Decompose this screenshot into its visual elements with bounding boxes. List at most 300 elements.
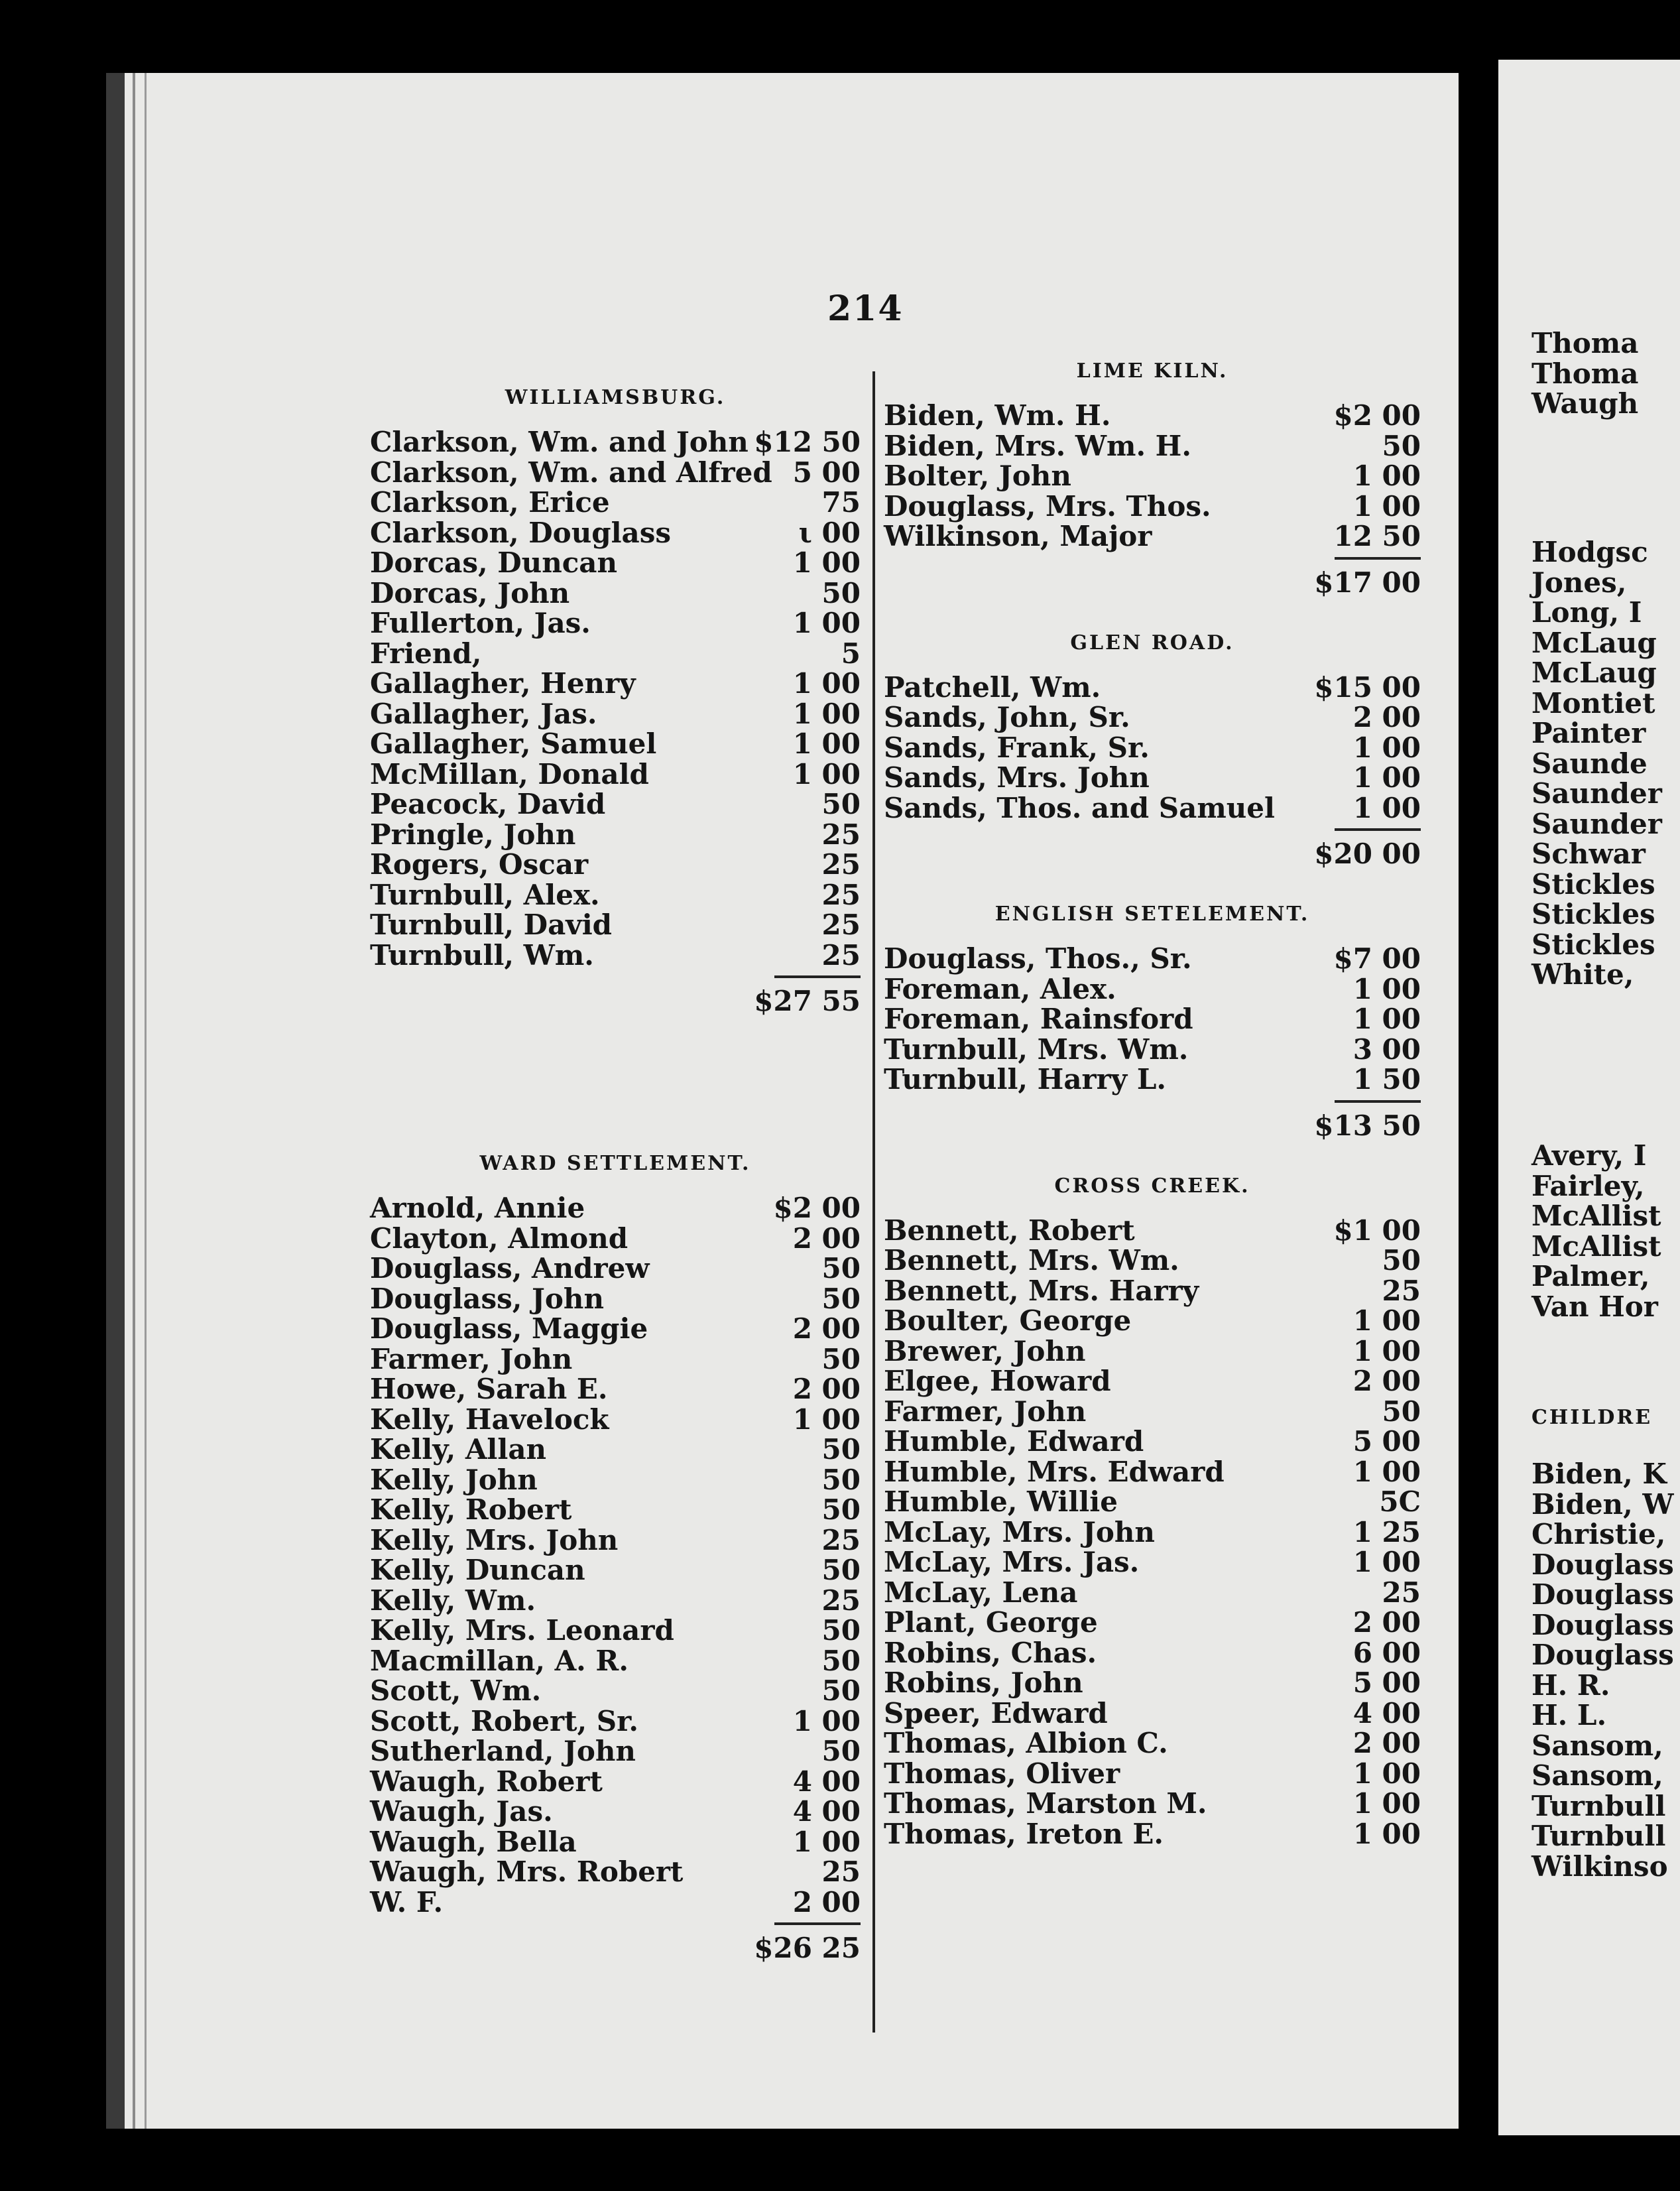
fragment-text: Turnbull <box>1531 1789 1666 1822</box>
entry-name: Turnbull, Wm. <box>370 938 594 971</box>
entry-row <box>370 1434 861 1465</box>
entry-name: McLay, Mrs. John <box>884 1515 1155 1548</box>
entry-row <box>370 1525 861 1556</box>
entry-name: Speer, Edward <box>884 1696 1108 1729</box>
entry-name: Kelly, Mrs. John <box>370 1523 619 1556</box>
entry-row <box>370 1405 861 1435</box>
spacer <box>884 871 1421 901</box>
entry-amount: 5C <box>1379 1485 1421 1518</box>
entry-name: Gallagher, Henry <box>370 667 636 700</box>
entry-row <box>370 820 861 850</box>
section-heading: GLEN ROAD. <box>1070 631 1234 655</box>
entry-row <box>370 1646 861 1676</box>
entry-name: Douglass, Thos., Sr. <box>884 942 1192 975</box>
entry-amount: 1 00 <box>1352 972 1421 1005</box>
entry-row <box>370 548 861 578</box>
entry-amount: 1 00 <box>792 607 861 639</box>
entry-list <box>884 672 1421 824</box>
section-ward-settlement <box>370 1151 861 1965</box>
entry-amount: 25 <box>1382 1274 1421 1307</box>
entry-name: Kelly, Wm. <box>370 1584 536 1617</box>
entry-name: Farmer, John <box>370 1342 573 1375</box>
entry-row <box>370 1344 861 1375</box>
spacer <box>884 599 1421 630</box>
fragment-text: Wilkinso <box>1531 1849 1668 1883</box>
entry-name: Douglass, Mrs. Thos. <box>884 489 1211 523</box>
entry-amount: $7 00 <box>1333 942 1421 975</box>
entry-amount: 25 <box>821 1855 861 1888</box>
entry-amount: 50 <box>821 1342 861 1375</box>
entry-amount: 50 <box>821 1644 861 1677</box>
entry-row <box>884 702 1421 733</box>
entry-row <box>884 944 1421 974</box>
entry-amount: 1 00 <box>1352 1455 1421 1488</box>
fragment-text: Douglass <box>1531 1548 1674 1581</box>
entry-amount: 1 00 <box>1352 1334 1421 1367</box>
entry-amount: ι 00 <box>798 516 861 549</box>
entry-amount: 1 25 <box>1352 1515 1421 1548</box>
fragment-text: Waugh <box>1531 387 1639 420</box>
entry-name: Gallagher, Samuel <box>370 727 657 760</box>
entry-row <box>884 733 1421 763</box>
entry-row <box>884 1728 1421 1759</box>
fragment-text: Sansom, <box>1531 1729 1663 1762</box>
fragment-text: Douglass <box>1531 1639 1674 1671</box>
entry-row <box>884 1004 1421 1034</box>
entry-name: Robins, John <box>884 1666 1083 1699</box>
fragment-text: Stickles <box>1531 898 1655 930</box>
section-glen-road <box>884 630 1421 871</box>
entry-name: Humble, Willie <box>884 1485 1118 1518</box>
entry-amount: $2 00 <box>773 1192 861 1224</box>
entry-amount: 50 <box>821 576 861 609</box>
entry-name: Gallagher, Jas. <box>370 697 597 730</box>
section-total: $13 50 <box>1314 1109 1421 1142</box>
entry-name: Brewer, John <box>884 1334 1086 1367</box>
entry-amount: 5 00 <box>1352 1666 1421 1699</box>
entry-amount: 50 <box>821 1674 861 1707</box>
entry-amount: 25 <box>821 938 861 971</box>
entry-amount: 1 00 <box>792 667 861 700</box>
entry-name: McLay, Lena <box>884 1576 1078 1609</box>
entry-name: Clarkson, Wm. and John <box>370 426 749 458</box>
entry-amount: 5 00 <box>792 456 861 489</box>
entry-name: Turnbull, David <box>370 908 613 941</box>
entry-name: Kelly, Mrs. Leonard <box>370 1614 674 1647</box>
entry-row <box>370 849 861 880</box>
entry-list <box>884 1216 1421 1849</box>
entry-row <box>370 1495 861 1525</box>
entry-amount: 2 00 <box>792 1373 861 1405</box>
entry-row <box>884 431 1421 462</box>
entry-amount: 4 00 <box>792 1765 861 1798</box>
entry-amount: 5 00 <box>1352 1425 1421 1458</box>
entry-name: Thomas, Marston M. <box>884 1787 1207 1820</box>
entry-name: Rogers, Oscar <box>370 848 589 881</box>
entry-row <box>370 1193 861 1223</box>
entry-name: Turnbull, Alex. <box>370 878 600 911</box>
entry-name: Robins, Chas. <box>884 1636 1097 1669</box>
fragment-text: Avery, I <box>1531 1139 1647 1172</box>
entry-row <box>370 608 861 639</box>
entry-amount: 25 <box>821 908 861 941</box>
entry-row <box>370 1284 861 1314</box>
fragment-text: McAllist <box>1531 1200 1661 1232</box>
entry-row <box>884 1607 1421 1638</box>
entry-amount: 1 00 <box>1352 791 1421 824</box>
total-rule <box>1335 828 1421 831</box>
entry-amount: 50 <box>821 788 861 820</box>
entry-name: Sutherland, John <box>370 1735 636 1767</box>
entry-name: McLay, Mrs. Jas. <box>884 1546 1140 1578</box>
fragment-text: McLaug <box>1531 657 1657 689</box>
entry-name: McMillan, Donald <box>370 757 649 790</box>
entry-name: Waugh, Mrs. Robert <box>370 1855 684 1888</box>
entry-name: Patchell, Wm. <box>884 670 1101 704</box>
entry-name: Wilkinson, Major <box>884 520 1152 552</box>
entry-amount: 1 50 <box>1352 1063 1421 1096</box>
entry-amount: 2 00 <box>1352 1606 1421 1639</box>
entry-amount: 25 <box>821 1584 861 1617</box>
entry-row <box>884 974 1421 1005</box>
fragment-text: Long, I <box>1531 596 1642 629</box>
fragment-text: Douglass <box>1531 1578 1674 1611</box>
entry-row <box>370 1676 861 1706</box>
entry-row <box>370 880 861 910</box>
entry-amount: 2 00 <box>792 1221 861 1255</box>
entry-amount: 1 00 <box>792 1403 861 1436</box>
section-english-settlement <box>884 901 1421 1143</box>
section-lime-kiln <box>884 358 1421 599</box>
entry-row <box>884 1306 1421 1336</box>
entry-amount: 2 00 <box>792 1885 861 1918</box>
entry-amount: 50 <box>1382 1395 1421 1428</box>
entry-name: Clarkson, Wm. and Alfred <box>370 456 772 489</box>
entry-row <box>884 1759 1421 1789</box>
section-heading: WARD SETTLEMENT. <box>479 1152 751 1175</box>
spacer <box>370 1018 861 1151</box>
entry-name: W. F. <box>370 1885 444 1918</box>
entry-name: Foreman, Rainsford <box>884 1003 1193 1035</box>
entry-amount: 25 <box>1382 1576 1421 1609</box>
entry-amount: 2 00 <box>1352 701 1421 733</box>
entry-row <box>884 1426 1421 1457</box>
entry-row <box>884 1547 1421 1578</box>
fragment-text: Thoma <box>1531 327 1639 359</box>
entry-row <box>370 729 861 759</box>
entry-amount: 4 00 <box>792 1795 861 1828</box>
entry-row <box>884 1397 1421 1427</box>
entry-amount: 25 <box>821 818 861 851</box>
entry-name: Waugh, Jas. <box>370 1795 553 1828</box>
fragment-text: Painter <box>1531 717 1646 749</box>
entry-row <box>370 940 861 971</box>
entry-row <box>370 1827 861 1857</box>
entry-amount: 2 00 <box>1352 1365 1421 1397</box>
section-total: $27 55 <box>754 985 861 1017</box>
entry-row <box>370 1253 861 1284</box>
entry-row <box>370 1615 861 1646</box>
entry-name: Humble, Mrs. Edward <box>884 1455 1225 1488</box>
entry-amount: $12 50 <box>754 426 861 458</box>
entry-row <box>370 1374 861 1405</box>
entry-amount: 4 00 <box>1352 1696 1421 1729</box>
entry-name: Dorcas, Duncan <box>370 546 618 579</box>
entry-name: Sands, Mrs. John <box>884 761 1150 794</box>
section-total: $26 25 <box>754 1932 861 1964</box>
entry-amount: 25 <box>821 878 861 911</box>
entry-row <box>370 1796 861 1827</box>
entry-name: Bennett, Mrs. Wm. <box>884 1244 1179 1277</box>
entry-amount: $1 00 <box>1333 1214 1421 1247</box>
entry-name: Fullerton, Jas. <box>370 607 591 639</box>
entry-name: Clarkson, Douglass <box>370 516 672 549</box>
section-total: $17 00 <box>1314 566 1421 599</box>
entry-name: Kelly, Havelock <box>370 1403 609 1436</box>
entry-row <box>370 1706 861 1737</box>
entry-name: Scott, Robert, Sr. <box>370 1704 638 1737</box>
entry-row <box>884 1819 1421 1849</box>
entry-name: Peacock, David <box>370 788 606 820</box>
entry-row <box>884 1457 1421 1487</box>
fragment-heading: CHILDRE <box>1531 1406 1653 1429</box>
entry-amount: 1 00 <box>1352 1003 1421 1035</box>
entry-row <box>884 1638 1421 1668</box>
entry-name: Waugh, Bella <box>370 1825 577 1858</box>
entry-row <box>884 1276 1421 1306</box>
section-williamsburg <box>370 385 861 1018</box>
entry-amount: 1 00 <box>792 1825 861 1858</box>
entry-name: Boulter, George <box>884 1304 1132 1337</box>
fragment-text: Douglass <box>1531 1608 1674 1641</box>
entry-amount: 50 <box>821 1614 861 1647</box>
entry-amount: 5 <box>841 637 861 670</box>
entry-row <box>370 1555 861 1586</box>
entry-row <box>884 763 1421 793</box>
entry-amount: 1 00 <box>792 697 861 730</box>
entry-name: Waugh, Robert <box>370 1765 603 1798</box>
entry-amount: 1 00 <box>1352 1817 1421 1850</box>
entry-name: Biden, Wm. H. <box>884 399 1111 432</box>
entry-row <box>370 1223 861 1254</box>
entry-name: Clayton, Almond <box>370 1221 629 1255</box>
section-total: $20 00 <box>1314 838 1421 870</box>
fragment-text: Hodgsc <box>1531 536 1648 568</box>
entry-amount: 1 00 <box>1352 489 1421 523</box>
entry-row <box>370 1314 861 1344</box>
fragment-text: White, <box>1531 958 1634 991</box>
entry-amount: 25 <box>821 1523 861 1556</box>
entry-name: Turnbull, Harry L. <box>884 1063 1166 1096</box>
entry-row <box>884 521 1421 552</box>
entry-row <box>370 458 861 488</box>
fragment-text: Fairley, <box>1531 1169 1645 1202</box>
fragment-text: Saunder <box>1531 777 1662 810</box>
entry-name: Kelly, John <box>370 1463 538 1496</box>
entry-row <box>884 1245 1421 1276</box>
entry-list <box>884 401 1421 552</box>
fragment-text: McAllist <box>1531 1229 1661 1263</box>
entry-name: Friend, <box>370 637 482 670</box>
entry-name: Bennett, Robert <box>884 1214 1135 1247</box>
section-heading: LIME KILN. <box>1076 359 1229 383</box>
entry-name: Sands, John, Sr. <box>884 701 1130 733</box>
entry-row <box>884 793 1421 824</box>
entry-row <box>884 1698 1421 1729</box>
entry-name: Plant, George <box>884 1606 1098 1639</box>
entry-amount: 2 00 <box>1352 1727 1421 1759</box>
entry-name: Douglass, John <box>370 1282 605 1315</box>
entry-row <box>884 491 1421 522</box>
right-column <box>884 358 1421 1849</box>
spacer <box>884 1143 1421 1173</box>
fragment-text: McLaug <box>1531 626 1657 659</box>
entry-name: Scott, Wm. <box>370 1674 542 1707</box>
entry-name: Thomas, Oliver <box>884 1757 1120 1790</box>
fragment-text: Schwar <box>1531 838 1646 870</box>
entry-name: Kelly, Allan <box>370 1433 547 1466</box>
entry-row <box>370 427 861 458</box>
entry-list <box>370 1193 861 1917</box>
left-page <box>106 73 1459 2129</box>
entry-name: Pringle, John <box>370 818 576 851</box>
entry-row <box>884 672 1421 703</box>
entry-amount: 1 00 <box>1352 1787 1421 1820</box>
entry-row <box>884 1336 1421 1367</box>
total-rule <box>774 1922 861 1925</box>
entry-name: Douglass, Maggie <box>370 1312 648 1345</box>
entry-amount: 50 <box>821 1463 861 1496</box>
entry-row <box>884 401 1421 431</box>
page-number: 214 <box>827 288 904 329</box>
fragment-text: Christie, <box>1531 1518 1666 1550</box>
entry-amount: 1 00 <box>1352 761 1421 794</box>
entry-name: Thomas, Albion C. <box>884 1727 1168 1759</box>
fragment-text: Stickles <box>1531 867 1655 901</box>
entry-name: Kelly, Duncan <box>370 1554 585 1586</box>
entry-row <box>884 1064 1421 1095</box>
fragment-text: H. L. <box>1531 1699 1607 1731</box>
entry-list <box>884 944 1421 1095</box>
entry-amount: $2 00 <box>1333 399 1421 432</box>
entry-amount: $15 00 <box>1314 670 1421 704</box>
entry-amount: 50 <box>821 1493 861 1526</box>
entry-name: Howe, Sarah E. <box>370 1373 608 1405</box>
entry-row <box>370 699 861 729</box>
entry-row <box>370 1465 861 1495</box>
entry-amount: 1 00 <box>792 727 861 760</box>
entry-row <box>370 1767 861 1797</box>
fragment-text: Saunde <box>1531 747 1648 780</box>
entry-name: Arnold, Annie <box>370 1192 585 1224</box>
entry-name: Farmer, John <box>884 1395 1087 1428</box>
total-rule <box>1335 1100 1421 1103</box>
fragment-text: Biden, W <box>1531 1487 1674 1521</box>
entry-amount: 12 50 <box>1333 520 1421 552</box>
fragment-text: Jones, <box>1531 566 1627 599</box>
fragment-text: Thoma <box>1531 357 1639 390</box>
section-heading: WILLIAMSBURG. <box>505 386 726 409</box>
fragment-text: Sansom, <box>1531 1759 1663 1792</box>
entry-amount: 2 00 <box>792 1312 861 1345</box>
entry-amount: 1 00 <box>1352 731 1421 764</box>
section-cross-creek <box>884 1173 1421 1849</box>
entry-amount: 1 00 <box>1352 1304 1421 1337</box>
entry-row <box>370 910 861 940</box>
entry-list <box>370 427 861 970</box>
entry-row <box>370 1887 861 1918</box>
left-column <box>370 385 861 1965</box>
entry-name: Macmillan, A. R. <box>370 1644 629 1677</box>
entry-amount: 50 <box>821 1735 861 1767</box>
fragment-text: Saunder <box>1531 807 1662 840</box>
entry-name: Sands, Thos. and Samuel <box>884 791 1275 824</box>
section-heading: CROSS CREEK. <box>1054 1174 1250 1198</box>
entry-amount: 50 <box>821 1252 861 1284</box>
entry-amount: 50 <box>1382 1244 1421 1277</box>
entry-name: Elgee, Howard <box>884 1365 1111 1397</box>
entry-row <box>370 668 861 699</box>
entry-row <box>370 578 861 609</box>
entry-row <box>370 487 861 518</box>
total-rule <box>1335 557 1421 560</box>
entry-name: Thomas, Ireton E. <box>884 1817 1164 1850</box>
entry-row <box>370 789 861 820</box>
entry-row <box>884 461 1421 491</box>
entry-name: Kelly, Robert <box>370 1493 572 1526</box>
entry-amount: 1 00 <box>792 1704 861 1737</box>
entry-row <box>884 1366 1421 1397</box>
entry-name: Dorcas, John <box>370 576 570 609</box>
entry-name: Bennett, Mrs. Harry <box>884 1274 1199 1307</box>
entry-amount: 25 <box>821 848 861 881</box>
entry-amount: 6 00 <box>1352 1636 1421 1669</box>
section-heading: ENGLISH SETELEMENT. <box>994 903 1310 926</box>
entry-name: Sands, Frank, Sr. <box>884 731 1150 764</box>
fragment-text: Montiet <box>1531 686 1655 720</box>
entry-amount: 1 00 <box>1352 1546 1421 1578</box>
column-divider <box>872 371 875 2033</box>
fragment-text: H. R. <box>1531 1668 1610 1702</box>
entry-row <box>370 1857 861 1887</box>
total-rule <box>774 975 861 978</box>
entry-name: Humble, Edward <box>884 1425 1144 1458</box>
entry-name: Clarkson, Erice <box>370 486 610 519</box>
entry-row <box>370 639 861 669</box>
entry-amount: 1 00 <box>1352 460 1421 492</box>
entry-amount: 50 <box>821 1433 861 1466</box>
entry-row <box>370 518 861 548</box>
fragment-text: Van Hor <box>1531 1290 1658 1323</box>
entry-name: Biden, Mrs. Wm. H. <box>884 429 1191 462</box>
entry-row <box>884 1216 1421 1246</box>
entry-row <box>884 1034 1421 1065</box>
entry-row <box>884 1788 1421 1819</box>
entry-row <box>884 1517 1421 1548</box>
fragment-text: Turnbull <box>1531 1820 1666 1852</box>
entry-amount: 50 <box>821 1554 861 1586</box>
entry-row <box>884 1668 1421 1698</box>
entry-name: Foreman, Alex. <box>884 972 1116 1005</box>
entry-amount: 1 00 <box>1352 1757 1421 1790</box>
entry-row <box>884 1487 1421 1517</box>
entry-amount: 1 00 <box>792 546 861 579</box>
entry-amount: 50 <box>821 1282 861 1315</box>
next-page-edge <box>1498 60 1680 2135</box>
fragment-text: Palmer, <box>1531 1260 1650 1292</box>
entry-amount: 50 <box>1382 429 1421 462</box>
fragment-text: Biden, K <box>1531 1458 1667 1490</box>
